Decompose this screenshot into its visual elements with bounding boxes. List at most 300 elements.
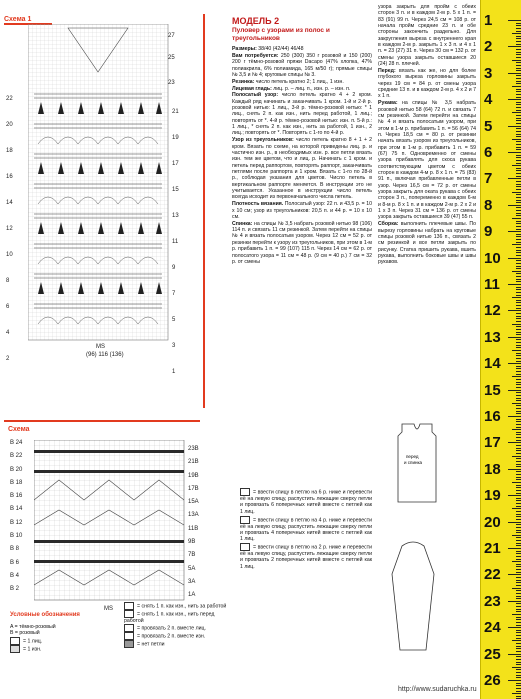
ruler-tick [512,297,521,298]
ruler-tick [516,326,521,327]
ruler-tick [516,537,521,538]
stockinette-para: Лицевая гладь: лиц. р. – лиц. п., изн. р. – изн. п. [232,85,351,92]
sizes-para: Размеры: 38/40 (42/44) 46/48 [232,46,304,52]
scheme1-row-23: 23 [168,80,175,86]
scheme2-right-labels: 23B 21B 19B 17B 15A 13A 11B 9B 7B 5A 3A 1A [188,446,199,599]
ruler-tick [512,429,521,430]
ruler-tick [516,361,521,362]
ruler-tick [516,374,521,375]
ruler-tick [516,321,521,322]
ruler-tick [516,239,521,240]
ruler-tick [516,677,521,678]
ruler-tick [508,680,521,681]
purl-symbol-icon [10,645,20,653]
ruler-number: 15 [484,381,501,399]
ruler-tick [516,131,521,132]
ruler-tick [508,231,521,232]
ruler-tick [516,120,521,121]
ruler-number: 1 [484,12,493,29]
ruler-tick [516,617,521,618]
ruler-tick [516,379,521,380]
ruler-tick [516,242,521,243]
ruler-number: 10 [484,249,501,267]
ruler-tick [516,572,521,573]
scheme2-ms-label: MS [104,606,113,612]
ruler-tick [516,432,521,433]
ruler-tick [516,107,521,108]
ruler-tick [516,477,521,478]
model-subtitle: Пуловер с узорами из полос и треугольников [232,27,330,42]
ruler-tick [516,466,521,467]
ruler-tick [508,20,521,21]
ruler-tick [516,474,521,475]
ruler-tick [516,134,521,135]
ruler-tick [516,638,521,639]
ruler-tick [516,514,521,515]
assembly-para: Сборка: выполнить плечевые швы. По вырезу горловины набрать на круговые спицы розовой нитью 136 п., связать 2 см резинкой и все петли закрыть по рисунку. Статка пришить рукава, вшить рукава, выполнить боковые швы и швы рукавов. [378,221,476,266]
ruler-tick [508,363,521,364]
ruler-tick [516,186,521,187]
ruler-tick [516,23,521,24]
ruler-tick [516,213,521,214]
ruler-number: 20 [484,513,501,531]
ruler-tick [516,582,521,583]
ruler-tick [516,268,521,269]
ruler-tick [508,574,521,575]
ruler-tick [516,669,521,670]
ruler-tick [508,416,521,417]
ruler-tick [516,437,521,438]
ruler-tick [508,337,521,338]
ruler-number: 24 [484,619,501,637]
ruler-tick [516,461,521,462]
ruler-number: 8 [484,196,493,214]
scheme1-row-25: 25 [168,55,175,61]
ruler-tick [516,229,521,230]
ruler-tick [516,234,521,235]
ruler-tick [516,485,521,486]
ruler-tick [516,78,521,79]
ruler-tick [516,596,521,597]
ruler-tick [516,580,521,581]
ruler-tick [516,329,521,330]
ruler-number: 13 [484,328,501,346]
ruler-tick [512,376,521,377]
ruler-tick [516,566,521,567]
scheme1-ms-numbers: (96) 116 (136) [86,352,124,358]
ruler-number: 4 [484,91,493,109]
ruler-tick [516,458,521,459]
svg-text:перед: перед [406,454,419,459]
scheme2-rule [4,420,200,422]
ruler-tick [516,62,521,63]
ruler-tick [516,292,521,293]
ruler-tick [508,178,521,179]
ruler-tick [512,614,521,615]
ruler-tick [516,318,521,319]
ruler-tick [516,260,521,261]
scheme2-left-labels: B 24 B 22 B 20 B 18 B 16 B 14 B 12 B 10 B 8 B 6 B 4 B 2 [10,440,23,593]
ribbing-para: Резинка: число петель кратно 2; 1 лиц., 1 изн. [232,78,344,85]
ruler-tick [516,28,521,29]
ruler-tick [516,493,521,494]
drop-2-icon [240,543,250,551]
ruler-tick [516,210,521,211]
scheme1-title: Схема 1 [4,16,32,23]
ruler-tick [516,551,521,552]
ruler-tick [516,619,521,620]
ruler-tick [516,577,521,578]
ruler-tick [516,149,521,150]
scheme2-chart [34,440,194,604]
ruler-tick [516,25,521,26]
ruler-tick [512,693,521,694]
ruler-tick [516,511,521,512]
ruler-tick [516,622,521,623]
ruler-tick [508,284,521,285]
ruler-tick [512,271,521,272]
ruler-tick [512,244,521,245]
ruler-tick [516,54,521,55]
slip-front-icon [124,610,134,618]
ruler-tick [516,696,521,697]
ruler-tick [516,672,521,673]
ruler-tick [508,310,521,311]
body-schematic [392,418,442,508]
ruler-tick [516,157,521,158]
measuring-ruler [480,0,521,699]
ruler-tick [516,189,521,190]
ruler-tick [508,152,521,153]
ruler-tick [508,442,521,443]
ruler-tick [516,128,521,129]
ruler-tick [516,487,521,488]
ruler-tick [516,102,521,103]
ruler-tick [516,387,521,388]
ruler-tick [516,691,521,692]
ruler-tick [516,659,521,660]
ruler-tick [516,609,521,610]
ruler-tick [512,86,521,87]
ruler-tick [516,305,521,306]
ruler-tick [516,392,521,393]
slip-back-icon [124,602,134,610]
ruler-tick [508,495,521,496]
ruler-tick [516,279,521,280]
ruler-tick [516,366,521,367]
legend-list-right: = снять 1 п. как изн., нить за работой = снять 1 п. как изн., нить перед работой = провязать 2 п. вместе лиц. = провязать 2 п. вместе изн. = нет петли [124,603,227,648]
ruler-tick [516,136,521,137]
ruler-tick [516,543,521,544]
ruler-tick [516,147,521,148]
column-divider [203,14,205,408]
ruler-tick [516,434,521,435]
ruler-tick [516,632,521,633]
ruler-number: 12 [484,302,501,320]
ruler-tick [516,625,521,626]
ruler-tick [516,202,521,203]
ruler-tick [516,281,521,282]
legend-item-knit: = 1 лиц. [10,637,120,645]
ruler-tick [516,68,521,69]
ruler-tick [516,83,521,84]
ruler-tick [508,126,521,127]
ruler-tick [516,384,521,385]
ruler-tick [516,332,521,333]
ruler-tick [516,200,521,201]
ruler-tick [516,646,521,647]
ruler-tick [516,223,521,224]
ruler-tick [516,221,521,222]
ruler-tick [516,252,521,253]
ruler-tick [516,524,521,525]
ruler-tick [516,236,521,237]
ruler-tick [516,308,521,309]
ruler-tick [516,339,521,340]
ruler-tick [508,258,521,259]
ruler-tick [516,110,521,111]
ruler-tick [508,46,521,47]
ruler-tick [516,65,521,66]
ruler-tick [516,500,521,501]
ruler-tick [516,57,521,58]
ruler-tick [508,469,521,470]
ruler-tick [516,295,521,296]
ruler-tick [512,112,521,113]
ruler-tick [512,139,521,140]
ruler-number: 22 [484,566,501,584]
ruler-tick [512,218,521,219]
ruler-tick [516,104,521,105]
ruler-tick [516,226,521,227]
ruler-number: 25 [484,645,501,663]
ruler-tick [508,205,521,206]
ruler-tick [512,561,521,562]
ruler-tick [516,91,521,92]
ruler-tick [516,302,521,303]
ruler-tick [516,419,521,420]
ruler-tick [516,176,521,177]
ruler-tick [516,553,521,554]
ruler-tick [512,60,521,61]
front-para: Перед: вязать как же, но для более глубокого выреза горловины закрыть через 19 см = 84 р. от смены узора средние 13 п. и в каждом 2-м р. 4 x 2 и 7 x 1 п. [378,67,476,100]
ruler-tick [512,33,521,34]
ruler-tick [516,519,521,520]
ruler-tick [516,89,521,90]
ruler-tick [512,403,521,404]
ruler-tick [516,471,521,472]
ruler-tick [512,482,521,483]
ruler-tick [512,667,521,668]
ruler-tick [516,656,521,657]
ruler-number: 6 [484,144,493,161]
ruler-tick [516,643,521,644]
ruler-tick [516,334,521,335]
ruler-tick [516,398,521,399]
ruler-tick [516,38,521,39]
ruler-tick [516,450,521,451]
ruler-tick [516,464,521,465]
ruler-tick [516,371,521,372]
ruler-tick [516,181,521,182]
ruler-tick [516,255,521,256]
ruler-tick [516,353,521,354]
legend-title: Условные обозначения [10,612,80,618]
model-title: МОДЕЛЬ 2 [232,16,280,26]
ruler-number: 23 [484,592,501,610]
ruler-tick [516,207,521,208]
ruler-number: 18 [484,460,501,478]
ruler-tick [516,648,521,649]
ruler-number: 16 [484,408,501,425]
ruler-tick [516,347,521,348]
scheme1-left-labels: 22 20 18 16 14 12 10 8 6 4 2 [6,96,13,362]
ruler-tick [516,527,521,528]
ruler-tick [516,44,521,45]
ruler-tick [516,247,521,248]
ruler-tick [516,532,521,533]
ruler-tick [508,522,521,523]
ruler-tick [516,300,521,301]
ruler-tick [516,184,521,185]
ruler-tick [516,448,521,449]
ruler-tick [516,287,521,288]
scheme1-ms-label: MS [96,344,105,350]
ruler-number: 21 [484,540,501,557]
ruler-tick [508,73,521,74]
ruler-tick [516,427,521,428]
scheme2-title: Схема [8,426,30,433]
ruler-tick [516,664,521,665]
ruler-tick [512,508,521,509]
ruler-tick [512,588,521,589]
stripe-pattern-para: Полосатый узор: число петель кратно 4 + 2 кром. Каждый ряд начинать и заканчивать 1 кром. 1-й и 2-й р. розовой нитью: 1 лиц., 3-й р. тёмно-розовой нитью: * 1 лиц., снять 2 п. как изн., нить перед работой, 1 лиц.; повторять от *. 4-й р. тёмно-розовой нитью: изн. п. 5-й р.: 1 лиц., * снять 2 п. как изн., нить за работой, 1 изн., 2 лиц.; повторять от *. Повторять с 1-го по 4-й р. [232,92,372,137]
ruler-tick [516,170,521,171]
ruler-tick [512,456,521,457]
ruler-tick [516,70,521,71]
middle-text [232,46,372,266]
ruler-tick [516,603,521,604]
back-para: Спинка: на спицы № 3,5 набрать розовой нитью 98 (106) 114 п. и связать 11 см резинкой. Затем перейти на спицы № 4 и вязать полосатым узором. Через 12 см = 52 р. от резинки перейти к узору из треугольников, при этом в 1-м р. прибавить 1 п. = 99 (107) 115 п. Через 14 см = 62 р. от полосатого узора = 11 см = 48 р. (9 см = 40 р.) 7 см = 32 р. от смены [232,220,372,265]
legend-item-b: B = розовый [10,630,40,637]
ruler-tick [508,654,521,655]
ruler-tick [516,411,521,412]
ruler-tick [508,627,521,628]
ruler-tick [512,535,521,536]
ruler-number: 11 [484,276,500,293]
ruler-tick [516,453,521,454]
ruler-tick [516,569,521,570]
ruler-tick [516,585,521,586]
ruler-tick [516,94,521,95]
pattern-notes: = ввести спицу в петлю на 6 р. ниже и перевести её на левую спицу, распустить лежащие сверху петли и провязать 6 поперечных нитей вместе с петлей как 1 лиц. = ввести спицу в петлю на 4 р. ниже и перевести её на левую спицу, распустить лежащие сверху петли и провязать 4 поперечных нитей вместе с петлей как 1 лиц. = ввести спицу в петлю на 2 р. ниже и перевести её на левую спицу, распустить лежащие сверху петли и провязать 2 поперечных нитей вместе с петлей как 1 лиц. [240,489,372,570]
ruler-tick [516,49,521,50]
ruler-tick [516,556,521,557]
ruler-tick [512,640,521,641]
ruler-tick [516,540,521,541]
ruler-tick [516,400,521,401]
knit-symbol-icon [10,637,20,645]
ruler-tick [516,75,521,76]
ruler-tick [516,168,521,169]
drop-6-icon [240,488,250,496]
ruler-tick [516,144,521,145]
drop-4-icon [240,516,250,524]
ruler-number: 26 [484,672,501,689]
ruler-number: 19 [484,487,501,505]
ruler-tick [516,52,521,53]
ruler-tick [512,324,521,325]
ruler-tick [516,358,521,359]
ruler-tick [516,503,521,504]
ruler-number: 9 [484,223,493,241]
ruler-tick [516,345,521,346]
legend-item-purl: = 1 изн. [10,645,120,653]
ruler-tick [516,41,521,42]
ruler-tick [516,630,521,631]
ruler-tick [516,498,521,499]
ruler-tick [508,601,521,602]
ruler-tick [516,160,521,161]
ruler-tick [516,215,521,216]
ruler-tick [516,273,521,274]
k2tog-icon [124,624,134,632]
ruler-tick [516,564,521,565]
ruler-tick [516,651,521,652]
ruler-number: 2 [484,38,493,56]
p2tog-icon [124,632,134,640]
legend-item-a: A = тёмно-розовый [10,624,56,630]
footer-url[interactable]: http://www.sudaruchka.ru [398,686,477,693]
ruler-tick [508,548,521,549]
ruler-tick [516,683,521,684]
ruler-tick [516,506,521,507]
ruler-tick [516,266,521,267]
ruler-number: 5 [484,117,493,135]
scheme1-right-labels: 21 19 17 15 13 11 9 7 5 3 1 [172,109,179,375]
ruler-tick [516,440,521,441]
ruler-tick [516,155,521,156]
ruler-tick [516,276,521,277]
ruler-tick [516,368,521,369]
no-stitch-icon [124,640,134,648]
ruler-tick [512,165,521,166]
ruler-tick [516,115,521,116]
gauge-para: Плотность вязания. Полосатый узор: 22 п. и 43,5 р. = 10 х 10 см; узор из треугольников: 20,5 п. и 44 р. = 10 х 10 см. [232,201,372,220]
ruler-tick [516,355,521,356]
ruler-tick [516,413,521,414]
ruler-tick [516,316,521,317]
ruler-tick [516,545,521,546]
ruler-tick [516,675,521,676]
ruler-tick [516,685,521,686]
ruler-tick [508,99,521,100]
ruler-tick [516,688,521,689]
ruler-tick [516,479,521,480]
ruler-tick [516,530,521,531]
ruler-tick [516,559,521,560]
triangle-pattern-para: Узор из треугольников: число петель кратно 8 + 1 + 2 кром. Вязать по схеме, на которой приведены лиц. р. и частично изн. р., в необходимых изн. р. все петли вязать изн. тем же цветом, что и лиц. р. Начинать с 1 кром. и петель перед раппортом, повторять раппорт, заканчивать петлями после раппорта и 1 кром. Вязать с 1-го по 28-й р., соблюдая указания для цветов. Число петель в вертикальном раппорте меняется. В инструкции это не учитывается. Указанное в инструкции число петель всегда исходит из первоначального числа петель. [232,137,372,201]
ruler-tick [516,405,521,406]
ruler-tick [516,445,521,446]
legend-list [10,624,120,653]
ruler-tick [516,250,521,251]
ruler-tick [516,81,521,82]
ruler-tick [516,611,521,612]
ruler-tick [516,36,521,37]
ruler-tick [516,662,521,663]
ruler-tick [516,313,521,314]
